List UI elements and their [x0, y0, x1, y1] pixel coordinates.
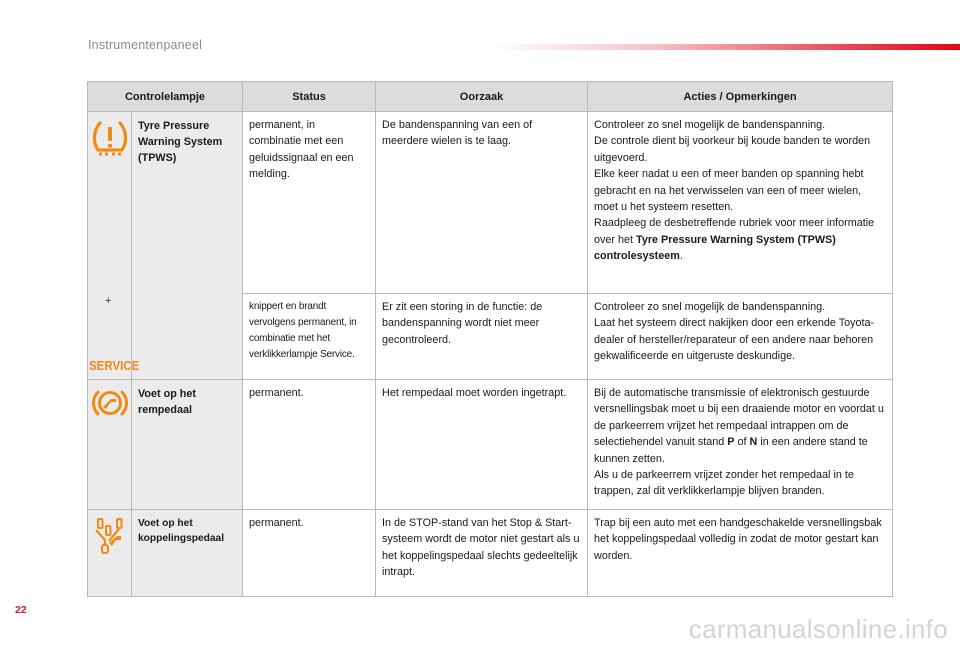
- plus-sign: +: [105, 295, 112, 307]
- table-row-clutch-pedal: [88, 510, 893, 597]
- brake-action-2: Als u de parkeerrem vrijzet zonder het rempedaal in te trappen, zal dit verklikkerlampje blijven branden.: [594, 469, 854, 498]
- column-header-cause: Oorzaak: [376, 82, 588, 112]
- tpws-action-4-bold: Tyre Pressure Warning System (TPWS) controlesysteem: [594, 233, 836, 263]
- tpws-cause: De bandenspanning van een of meerdere wielen is te laag.: [376, 112, 588, 294]
- tpws-actions: [588, 112, 893, 294]
- brake-icon-cell: [88, 380, 132, 510]
- table-header-row: [88, 82, 893, 112]
- brake-action-1-of: of: [737, 436, 747, 449]
- warning-lights-table: [87, 81, 893, 597]
- tpws-service-actions: [588, 294, 893, 380]
- tpws-icon-cell: [88, 112, 140, 380]
- clutch-name: Voet op het koppelingspedaal: [132, 510, 243, 597]
- gear-p: P: [727, 436, 735, 449]
- tpws-service-action-2: Laat het systeem direct nakijken door een erkende Toyota-dealer of hersteller/reparateur of een andere naar behoren gekwalificeerde en uitgeruste deskundige.: [594, 317, 875, 363]
- foot-on-brake-icon: [91, 388, 129, 418]
- brake-actions: [588, 380, 893, 510]
- tpws-service-action-1: Controleer zo snel mogelijk de bandenspanning.: [594, 301, 826, 313]
- clutch-actions: Trap bij een auto met een handgeschakelde versnellingsbak het koppelingspedaal volledig in zodat de motor gestart kan worden.: [588, 510, 893, 597]
- column-header-status: Status: [243, 82, 376, 112]
- tpws-action-2: De controle dient bij voorkeur bij koude banden te worden uitgevoerd.: [594, 135, 871, 164]
- page-number: 22: [15, 604, 27, 616]
- service-warning-icon: SERVICE: [89, 359, 140, 373]
- foot-on-clutch-icon: [93, 516, 127, 556]
- clutch-status: permanent.: [243, 510, 376, 597]
- tpws-service-cause: Er zit een storing in de functie: de bandenspanning wordt niet meer gecontroleerd.: [376, 294, 588, 380]
- column-header-warning-light: Controlelampje: [88, 82, 243, 112]
- brake-action-1-part-a: Bij de automatische transmissie of elektronisch gestuurde versnellingsbak moet u bij een draaiende motor en voordat u de parkeerrem vrijzet het rempedaal intrappen om de selectiehendel vanuit stand: [594, 387, 884, 449]
- tpws-name-cell: [132, 112, 243, 380]
- brake-name: Voet op het rempedaal: [132, 380, 243, 510]
- tpws-service-status: knippert en brandt vervolgens permanent, in combinatie met het verklikkerlampje Service.: [243, 294, 376, 380]
- watermark: carmanualsonline.info: [688, 614, 948, 644]
- header-accent-bar: [490, 44, 960, 50]
- tpws-action-4-end: .: [679, 250, 683, 263]
- tpws-status: permanent, in combinatie met een geluidssignaal en een melding.: [243, 112, 376, 294]
- gear-n: N: [749, 436, 758, 449]
- tpws-name-line-2: Warning System: [138, 136, 223, 149]
- tpws-action-3: Elke keer nadat u een of meer banden op spanning hebt gebracht en na het verwisselen van een of meer wielen, moet u het systeem resetten.: [594, 168, 864, 214]
- tpws-name-line-1: Tyre Pressure: [138, 120, 210, 132]
- tpws-action-1: Controleer zo snel mogelijk de bandenspanning.: [594, 119, 826, 131]
- table-row-brake-pedal: [88, 380, 893, 510]
- brake-cause: Het rempedaal moet worden ingetrapt.: [376, 380, 588, 510]
- brake-action-1-part-b: in een andere stand te kunnen zetten.: [594, 436, 868, 465]
- clutch-icon-cell: [88, 510, 132, 597]
- page-header-title: Instrumentenpaneel: [88, 38, 203, 52]
- tpws-action-4: Raadpleeg de desbetreffende rubriek voor meer informatie over het: [594, 217, 875, 246]
- table-row-tpws: [88, 112, 893, 294]
- brake-status: permanent.: [243, 380, 376, 510]
- clutch-cause: In de STOP-stand van het Stop & Start-systeem wordt de motor niet gestart als u het koppelingspedaal slechts gedeeltelijk intrapt.: [376, 510, 588, 597]
- tyre-pressure-warning-icon: [91, 119, 129, 159]
- column-header-actions: Acties / Opmerkingen: [588, 82, 893, 112]
- tpws-name-line-3: (TPWS): [138, 152, 177, 165]
